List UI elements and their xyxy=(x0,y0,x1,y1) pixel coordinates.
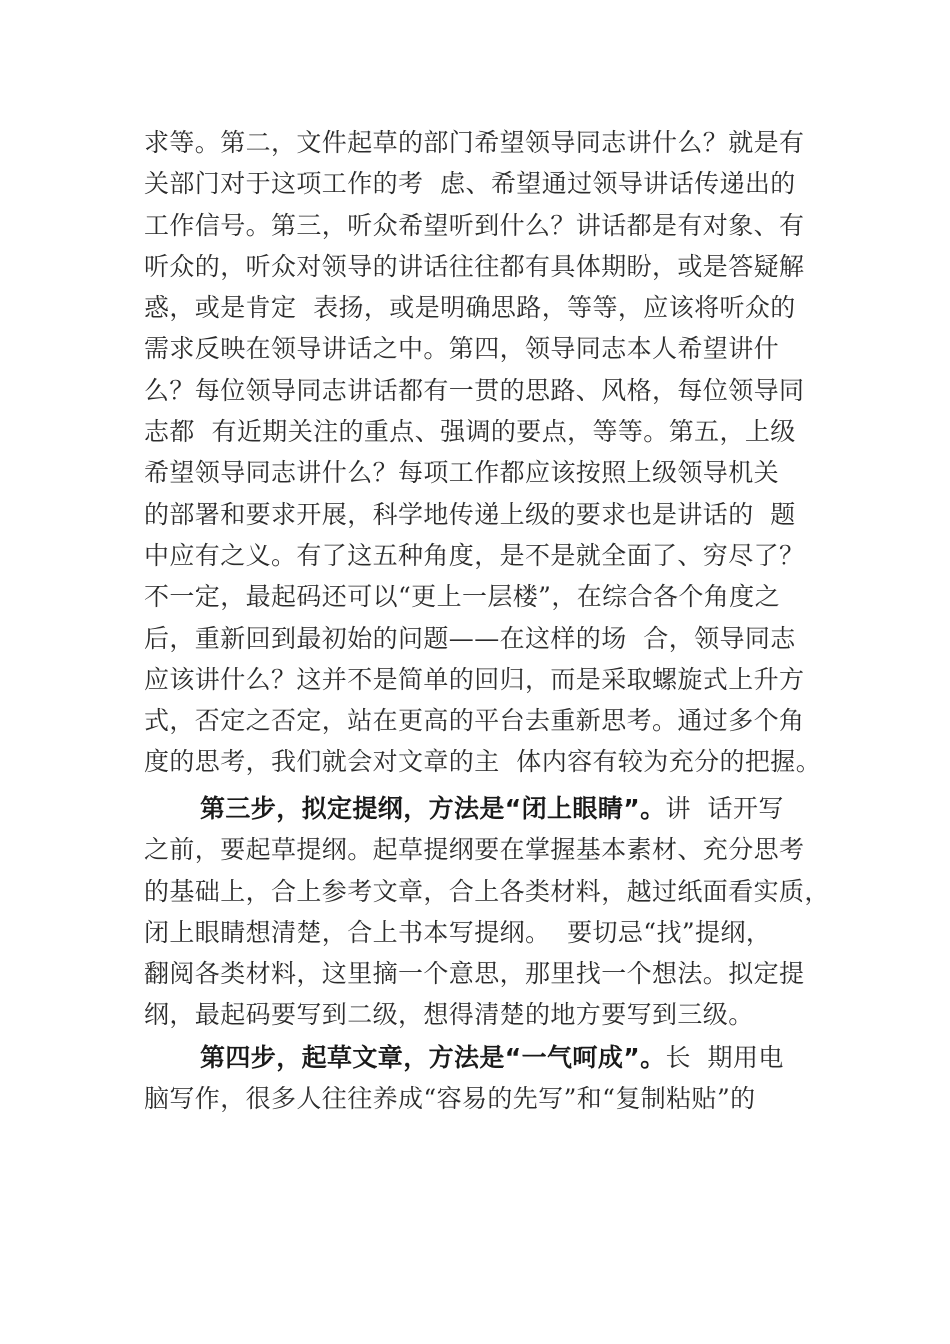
text-line: 需求反映在领导讲话之中。第四，领导同志本人希望讲什 xyxy=(144,334,780,364)
heading-line-continuation: 讲 话开写 xyxy=(665,794,784,823)
text-line: 的基础上，合上参考文章，合上各类材料，越过纸面看实质， xyxy=(144,876,830,906)
text-line xyxy=(144,788,824,829)
text-line: 后，重新回到最初始的问题——在这样的场 合，领导同志 xyxy=(144,623,796,653)
text-line: 闭上眼睛想清楚，合上书本写提纲。 要切忌“找”提纲， xyxy=(144,917,772,947)
text-line: 中应有之义。有了这五种角度，是不是就全面了、穷尽了？ xyxy=(144,540,805,570)
step-heading: 第三步，拟定提纲，方法是“闭上眼睛”。 xyxy=(200,794,666,823)
text-line: 么？每位领导同志讲话都有一贯的思路、风格，每位领导同 xyxy=(144,375,805,405)
heading-line-continuation: 长 期用电 xyxy=(665,1043,784,1072)
text-line: 应该讲什么？这并不是简单的回归，而是采取螺旋式上升方 xyxy=(144,664,805,694)
text-line: 工作信号。第三，听众希望听到什么？讲话都是有对象、有 xyxy=(144,210,805,240)
text-line: 的部署和要求开展，科学地传递上级的要求也是讲话的 题 xyxy=(144,499,796,529)
text-line: 志都 有近期关注的重点、强调的要点，等等。第五，上级 xyxy=(144,417,796,447)
text-line: 希望领导同志讲什么？每项工作都应该按照上级领导机关 xyxy=(144,458,780,488)
text-line: 式，否定之否定，站在更高的平台去重新思考。通过多个角 xyxy=(144,706,805,736)
text-line: 惑，或是肯定 表扬，或是明确思路，等等，应该将听众的 xyxy=(144,293,796,323)
text-line: 之前，要起草提纲。起草提纲要在掌握基本素材、充分思考 xyxy=(144,835,805,865)
text-line: 脑写作，很多人往往养成“容易的先写”和“复制粘贴”的 xyxy=(144,1084,756,1114)
text-line: 纲，最起码要写到二级，想得清楚的地方要写到三级。 xyxy=(144,1000,754,1030)
text-line xyxy=(144,1037,824,1078)
text-line: 不一定，最起码还可以“更上一层楼”，在综合各个角度之 xyxy=(144,582,780,612)
body-paragraph-step-3 xyxy=(144,788,830,1036)
text-line: 关部门对于这项工作的考 虑、希望通过领导讲话传递出的 xyxy=(144,169,796,199)
text-line: 度的思考，我们就会对文章的主 体内容有较为充分的把握。 xyxy=(144,747,822,777)
body-paragraph-step-4 xyxy=(144,1037,824,1120)
text-line: 求等。第二，文件起草的部门希望领导同志讲什么？就是有 xyxy=(144,128,805,157)
text-line: 听众的，听众对领导的讲话往往都有具体期盼，或是答疑解 xyxy=(144,251,805,281)
text-line: 翻阅各类材料，这里摘一个意思，那里找一个想法。拟定提 xyxy=(144,959,805,989)
body-paragraph-1 xyxy=(144,122,824,783)
step-heading: 第四步，起草文章，方法是“一气呵成”。 xyxy=(200,1043,666,1072)
